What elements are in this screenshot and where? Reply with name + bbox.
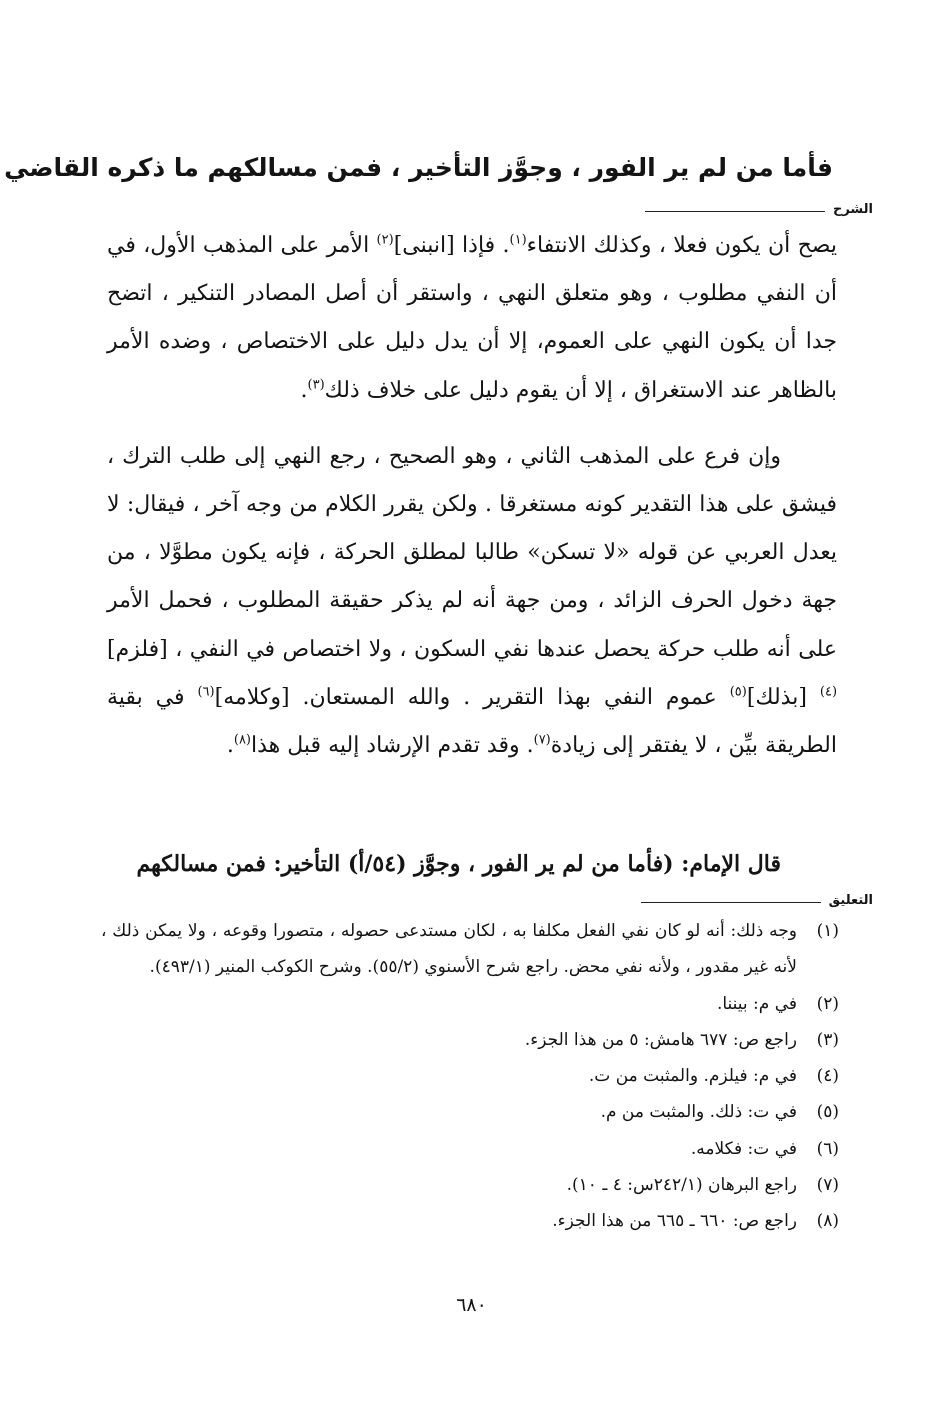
- footnote-text: في م: بيننا.: [716, 993, 797, 1014]
- footnote-item: [101, 1167, 839, 1203]
- footnote-text: راجع ص: ٦٦٠ ـ ٦٦٥ من هذا الجزء.: [552, 1211, 797, 1232]
- footnote-text: راجع البرهان (٢٤٢/١س: ٤ ـ ١٠).: [566, 1175, 797, 1196]
- text-run: .: [300, 377, 308, 403]
- taliq-rule: [641, 902, 821, 903]
- footnote-item: [101, 986, 839, 1022]
- footnote-ref-5: (٥): [729, 684, 747, 700]
- commentary-paragraph-2: [107, 433, 837, 770]
- text-run: الأمر على المذهب الأول، في أن النفي مطلوب ، وهو متعلق النهي ، واستقر أن أصل المصادر التنكير ، اتضح جدا أن يكون النهي على العموم، إلا أن يدل دليل على الاختصاص ، وضده الأمر بالظاهر عند الاستغراق ، إلا أن يقوم دليل على خلاف ذلك: [107, 233, 837, 403]
- footnote-item: [101, 1094, 839, 1130]
- commentary-body: [107, 222, 837, 770]
- footnote-number: (٤): [816, 1066, 839, 1087]
- footnote-text: في ت: ذلك. والمثبت من م.: [600, 1102, 797, 1123]
- text-run: في بقية الطريقة بيِّن ، لا يفتقر إلى زيادة: [107, 684, 837, 759]
- footnote-ref-7: (٧): [533, 732, 551, 748]
- footnote-ref-8: (٨): [233, 732, 251, 748]
- text-run: عموم النفي بهذا التقرير . والله المستعان. [وكلامه]: [214, 684, 730, 710]
- text-run: وإن فرع على المذهب الثاني ، وهو الصحيح ، رجع النهي إلى طلب الترك ، فيشق على هذا التقدير كونه مستغرقا . ولكن يقرر الكلام من وجه آخر ، فيقال: لا يعدل العربي عن قوله «لا تسكن» طالبا لمطلق الحركة ، فإنه يكون مطوَّلا ، من جهة دخول الحرف الزائد ، ومن جهة أنه لم يذكر حقيقة المطلوب ، فحمل الأمر على أنه طلب حركة يحصل عندها نفي السكون ، ولا اختصاص في النفي ، [فلزم]: [107, 443, 837, 662]
- footnote-text: راجع ص: ٦٧٧ هامش: ٥ من هذا الجزء.: [524, 1029, 797, 1050]
- footnote-ref-6: (٦): [197, 684, 215, 700]
- text-run: . فإذا [انبنى]: [393, 233, 510, 258]
- footnote-item: [101, 1203, 839, 1239]
- footnote-item: [101, 1058, 839, 1094]
- page-number: ٦٨٠: [456, 1294, 487, 1316]
- text-run: .: [226, 733, 234, 759]
- footnote-item: [101, 1022, 839, 1058]
- footnote-text: وجه ذلك: أنه لو كان نفي الفعل مكلفا به ، لكان مستدعى حصوله ، متصورا وقوعه ، ولا يمكن ذلك ، لأنه غير مقدور ، ولأنه نفي محض. راجع شرح الأسنوي (٥٥/٢). وشرح الكوكب المنير (٤٩٣/١).: [101, 921, 797, 978]
- footnote-number: (٥): [816, 1102, 839, 1123]
- footnote-number: (٧): [816, 1175, 839, 1196]
- footnote-ref-2: (٢): [376, 232, 394, 248]
- text-run: [بذلك]: [746, 684, 820, 710]
- matn-heading: فأما من لم ير الفور ، وجوَّز التأخير ، فمن مسالكهم ما ذكره القاضي: [4, 153, 833, 182]
- text-run: يصح أن يكون فعلا ، وكذلك الانتفاء: [526, 233, 838, 258]
- footnote-number: (٦): [816, 1138, 839, 1159]
- sharh-label: الشرح: [832, 202, 873, 217]
- sharh-rule: [645, 211, 825, 212]
- imam-quote-line: قال الإمام: (فأما من لم ير الفور ، وجوَّز (٥٤/أ) التأخير: فمن مسالكهم: [136, 851, 781, 877]
- footnote-ref-4: (٤): [819, 684, 838, 700]
- footnote-item: [101, 1131, 839, 1167]
- taliq-label: التعليق: [828, 893, 873, 908]
- footnote-text: في م: فيلزم. والمثبت من ت.: [588, 1066, 797, 1087]
- commentary-paragraph-1: [107, 222, 837, 415]
- footnote-number: (٨): [816, 1211, 839, 1232]
- footnote-number: (٢): [816, 993, 839, 1014]
- footnote-ref-3: (٣): [307, 377, 325, 393]
- footnote-number: (٣): [816, 1029, 839, 1050]
- footnote-ref-1: (١): [509, 232, 527, 248]
- footnote-text: في ت: فكلامه.: [690, 1138, 797, 1159]
- footnote-number: (١): [816, 921, 839, 941]
- footnote-item: [101, 913, 839, 986]
- text-run: . وقد تقدم الإرشاد إليه قبل هذا: [251, 733, 534, 759]
- footnotes: [101, 913, 839, 1240]
